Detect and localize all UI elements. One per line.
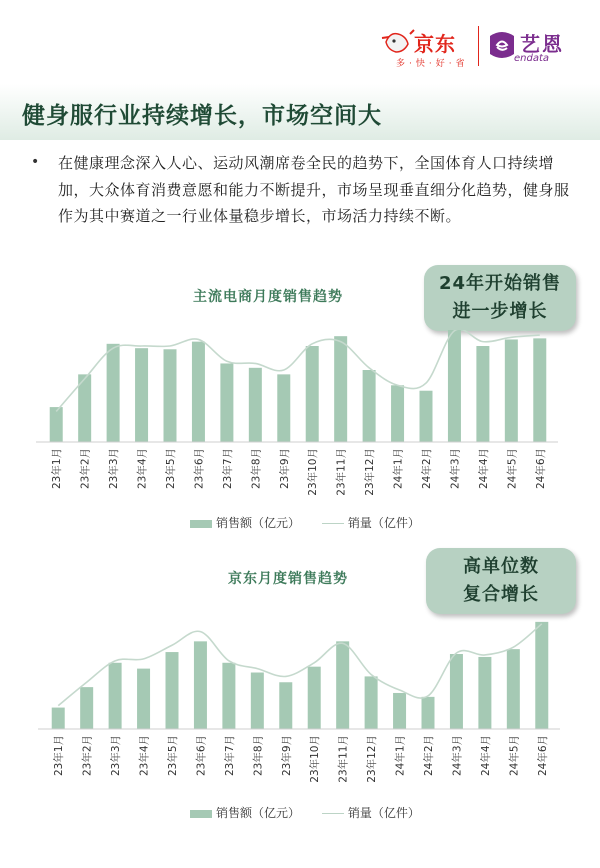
endata-brand-en: endata — [514, 53, 550, 64]
chart2-bar-13 — [422, 697, 435, 729]
chart2-bar-16 — [507, 649, 520, 729]
chart1-x-tick-label: 23年12月 — [364, 448, 377, 496]
chart1-bar-13 — [420, 391, 433, 442]
chart1-line-series — [56, 330, 540, 411]
legend-bar-swatch — [190, 520, 212, 528]
chart2-bar-6 — [222, 663, 235, 729]
chart2-x-tick-label: 24年5月 — [508, 735, 521, 777]
legend-bar-swatch — [190, 810, 212, 818]
chart1-x-tick-label: 23年6月 — [193, 448, 206, 490]
chart2-x-tick-label: 23年7月 — [223, 735, 236, 777]
chart2-x-tick-label: 23年10月 — [309, 735, 322, 783]
endata-brand-name: 艺恩 — [520, 32, 564, 56]
chart1-bar-7 — [249, 368, 262, 442]
chart1-bar-2 — [107, 344, 120, 442]
chart1-bar-17 — [533, 338, 546, 442]
chart2-bar-12 — [393, 693, 406, 729]
legend-line-swatch — [322, 523, 344, 524]
chart2-x-tick-label: 24年4月 — [479, 735, 492, 777]
chart1-bar-12 — [391, 385, 404, 442]
intro-paragraph: 在健康理念深入人心、运动风潮席卷全民的趋势下，全国体育人口持续增加，大众体育消费意愿和能力不断提升，市场呈现垂直细分化趋势，健身服作为其中赛道之一行业体量稳步增长，市场活力持续不断。 — [58, 154, 570, 225]
chart1-x-tick-label: 23年8月 — [250, 448, 263, 490]
chart2-x-tick-label: 23年3月 — [110, 735, 123, 777]
chart2-x-tick-label: 23年1月 — [53, 735, 66, 777]
chart2-bar-8 — [279, 682, 292, 729]
chart1-x-tick-label: 23年7月 — [221, 448, 234, 490]
chart1-x-tick-label: 24年5月 — [506, 448, 519, 490]
chart2-bar-4 — [166, 652, 179, 729]
chart1-x-tick-label: 23年11月 — [335, 448, 348, 496]
chart1-x-tick-label: 24年1月 — [392, 448, 405, 490]
legend-line-swatch — [322, 813, 344, 814]
chart1-svg — [0, 330, 600, 510]
endata-logo — [486, 26, 586, 70]
chart1-legend-bar-label: 销售额（亿元） — [216, 516, 301, 530]
jd-slogan: 多·快·好·省 — [396, 59, 469, 69]
chart1-bar-9 — [306, 346, 319, 442]
chart1-bar-11 — [363, 370, 376, 442]
jd-mascot-icon — [380, 28, 416, 58]
chart2-bar-10 — [336, 641, 349, 729]
chart2-x-tick-label: 23年4月 — [138, 735, 151, 777]
logo-divider — [478, 26, 479, 66]
chart2-x-tick-label: 24年1月 — [394, 735, 407, 777]
chart1-x-tick-label: 24年3月 — [449, 448, 462, 490]
chart2-x-tick-label: 23年9月 — [280, 735, 293, 777]
chart2-bar-11 — [365, 676, 378, 729]
chart1-bar-8 — [277, 374, 290, 442]
chart1-bar-10 — [334, 336, 347, 442]
chart1-callout-line1: 24年开始销售 — [438, 273, 562, 294]
chart2-x-tick-label: 23年5月 — [167, 735, 179, 777]
chart2-bar-1 — [80, 687, 93, 729]
bullet-icon: • — [31, 154, 40, 170]
chart1-title: 主流电商月度销售趋势 — [193, 289, 343, 305]
chart1-x-tick-label: 23年5月 — [165, 448, 177, 490]
chart2-bar-0 — [52, 708, 65, 729]
chart1-bar-14 — [448, 330, 461, 442]
chart1-bar-3 — [135, 348, 148, 442]
chart1-x-tick-label: 23年9月 — [278, 448, 291, 490]
chart2-bar-7 — [251, 673, 264, 729]
chart1-x-tick-label: 23年1月 — [51, 448, 64, 490]
chart2-callout-line1: 高单位数 — [463, 556, 539, 577]
chart2-x-tick-label: 24年3月 — [451, 735, 464, 777]
chart1-callout-line2: 进一步增长 — [452, 301, 548, 322]
chart2-x-tick-label: 23年12月 — [366, 735, 379, 783]
chart1-x-tick-label: 23年10月 — [307, 448, 320, 496]
chart2-callout — [426, 548, 576, 614]
chart2-x-tick-label: 23年11月 — [337, 735, 350, 783]
chart1-x-tick-label: 24年2月 — [421, 448, 433, 490]
chart2-legend — [190, 804, 420, 821]
chart2-svg — [0, 612, 600, 797]
chart2-x-tick-label: 23年6月 — [195, 735, 208, 777]
chart2-line-series — [58, 624, 542, 706]
chart2-callout-line2: 复合增长 — [463, 584, 539, 605]
jd-brand-name: 京东 — [414, 32, 456, 56]
chart1-bar-4 — [164, 349, 177, 442]
chart1-x-tick-label: 24年4月 — [477, 448, 490, 490]
chart1-bar-0 — [50, 407, 63, 442]
chart1-callout — [424, 265, 576, 331]
chart1-bar-6 — [220, 363, 233, 442]
chart2-bar-14 — [450, 654, 463, 729]
chart1-x-tick-label: 23年2月 — [79, 448, 92, 490]
chart2-x-tick-label: 24年2月 — [423, 735, 435, 777]
chart2-bar-5 — [194, 641, 207, 729]
chart2-bar-3 — [137, 669, 150, 729]
chart1-legend-line-label: 销量（亿件） — [347, 516, 420, 530]
chart2-bar-15 — [478, 657, 491, 729]
chart2-legend-line-label: 销量（亿件） — [347, 806, 420, 820]
chart2-bar-17 — [535, 622, 548, 729]
chart2-bar-2 — [109, 663, 122, 729]
chart1-bar-15 — [476, 346, 489, 442]
chart1-x-tick-label: 24年6月 — [534, 448, 547, 490]
chart1-legend — [190, 514, 420, 531]
chart2-x-tick-label: 23年2月 — [81, 735, 94, 777]
chart1-bar-16 — [505, 339, 518, 442]
chart2-x-tick-label: 24年6月 — [536, 735, 549, 777]
chart2-legend-bar-label: 销售额（亿元） — [216, 806, 301, 820]
jd-logo — [380, 26, 470, 70]
chart1-x-tick-label: 23年4月 — [136, 448, 149, 490]
chart2-bar-9 — [308, 667, 321, 729]
page-title: 健身服行业持续增长，市场空间大 — [22, 103, 382, 129]
chart1-bar-5 — [192, 342, 205, 442]
chart2-title: 京东月度销售趋势 — [228, 571, 348, 587]
chart2-x-tick-label: 23年8月 — [252, 735, 265, 777]
chart1-x-tick-label: 23年3月 — [108, 448, 121, 490]
